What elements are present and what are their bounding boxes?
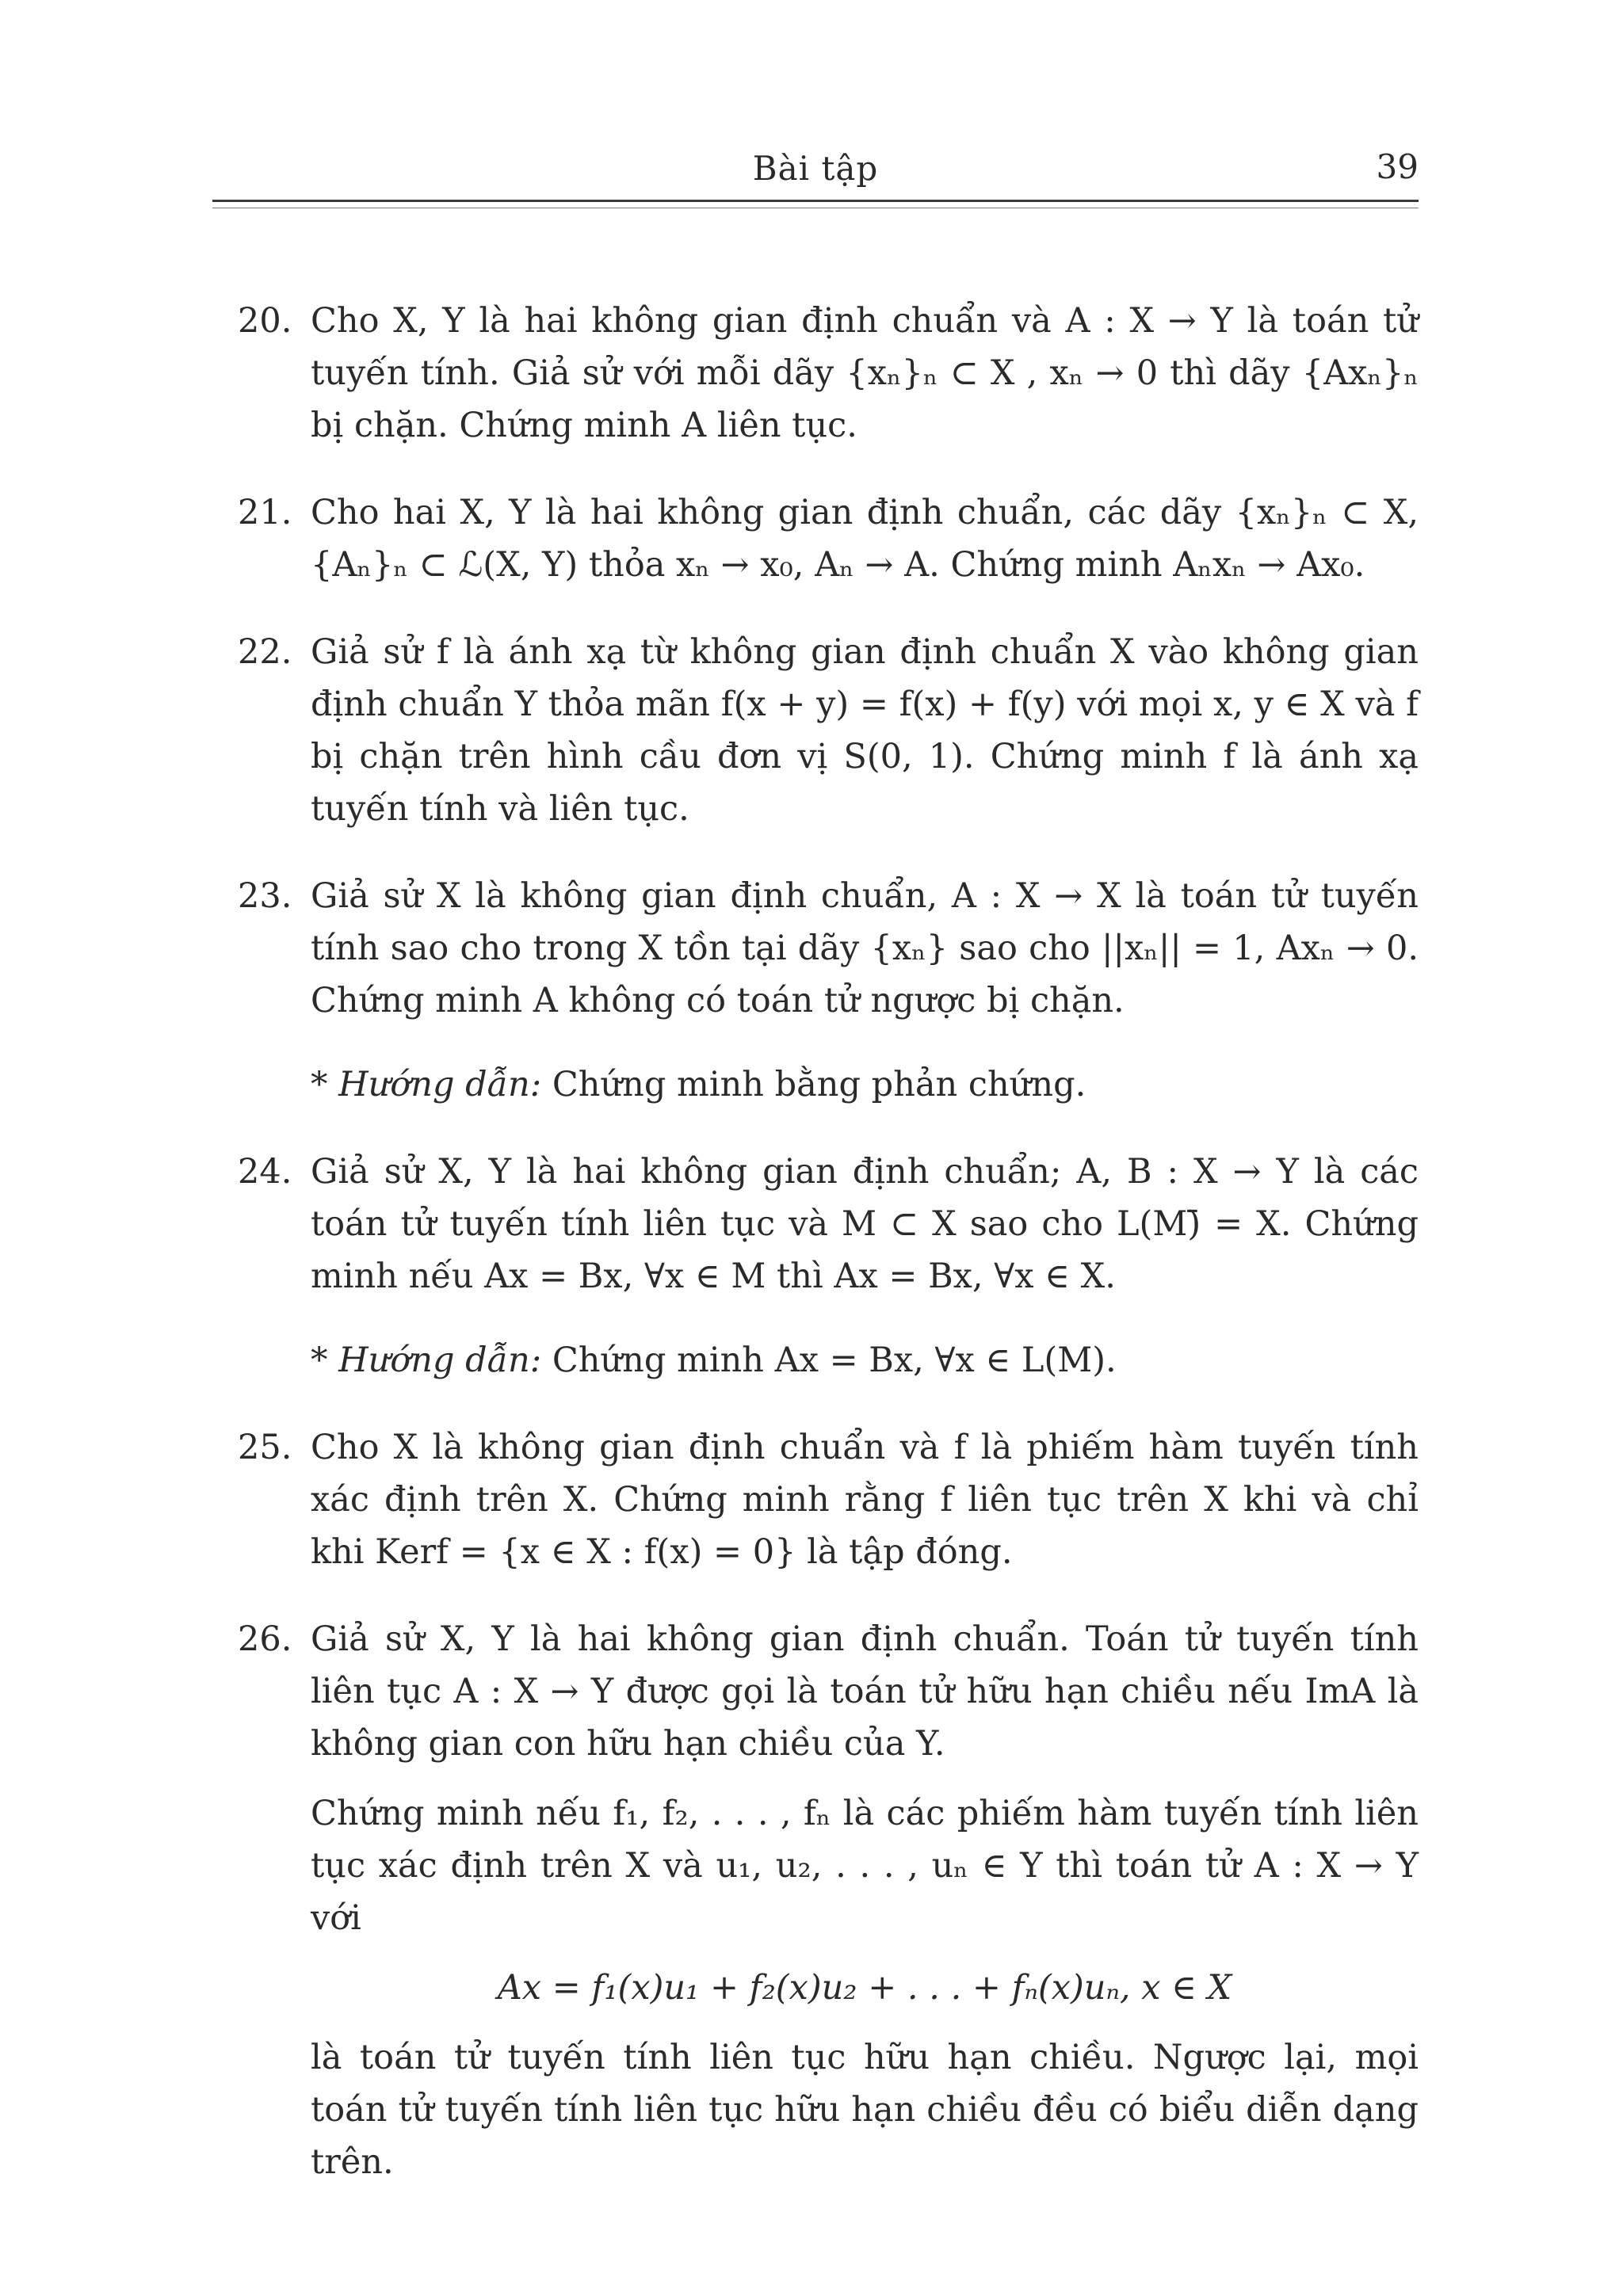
hint-text: Chứng minh bằng phản chứng. [552, 1065, 1086, 1104]
exercise-list [238, 295, 1419, 2223]
exercise-21 [238, 486, 1419, 591]
exercise-number: 25. [238, 1428, 292, 1467]
exercise-paragraph: là toán tử tuyến tính liên tục hữu hạn chiều. Ngược lại, mọi toán tử tuyến tính liên tục hữu hạn chiều đều có biểu diễn dạng trên. [311, 2038, 1419, 2182]
hint-label: Hướng dẫn: [338, 1065, 542, 1104]
exercise-26 [238, 1613, 1419, 2188]
exercise-paragraph: Chứng minh nếu f₁, f₂, . . . , fₙ là các phiếm hàm tuyến tính liên tục xác định trên X và u₁, u₂, . . . , uₙ ∈ Y thì toán tử A : X → Y với [311, 1794, 1419, 1938]
running-head [212, 139, 1419, 195]
exercise-text: Cho hai X, Y là hai không gian định chuẩn, các dãy {xₙ}ₙ ⊂ X, {Aₙ}ₙ ⊂ ℒ(X, Y) thỏa xₙ → x₀, Aₙ → A. Chứng minh Aₙxₙ → Ax₀. [311, 493, 1419, 585]
hint-label: Hướng dẫn: [338, 1341, 542, 1380]
exercise-23 [238, 870, 1419, 1111]
exercise-20 [238, 295, 1419, 452]
exercise-number: 24. [238, 1152, 292, 1192]
exercise-hint: * Hướng dẫn: Chứng minh Ax = Bx, ∀x ∈ L(M). [311, 1341, 1117, 1380]
exercise-number: 26. [238, 1619, 292, 1659]
hint-text: Chứng minh Ax = Bx, ∀x ∈ L(M). [552, 1341, 1117, 1380]
exercise-text: Giả sử f là ánh xạ từ không gian định chuẩn X vào không gian định chuẩn Y thỏa mãn f(x + y) = f(x) + f(y) với mọi x, y ∈ X và f bị chặn trên hình cầu đơn vị S(0, 1). Chứng minh f là ánh xạ tuyến tính và liên tục. [311, 632, 1419, 829]
exercise-text: Giả sử X, Y là hai không gian định chuẩn; A, B : X → Y là các toán tử tuyến tính liên tục và M ⊂ X sao cho L(M)̄ = X. Chứng minh nếu Ax = Bx, ∀x ∈ M thì Ax = Bx, ∀x ∈ X. [311, 1152, 1419, 1296]
exercise-24 [238, 1146, 1419, 1386]
display-formula: Ax = f₁(x)u₁ + f₂(x)u₂ + . . . + fₙ(x)uₙ, x ∈ X [497, 1968, 1232, 2008]
exercise-number: 21. [238, 493, 292, 532]
section-title: Bài tập [752, 149, 879, 188]
exercise-text: Cho X, Y là hai không gian định chuẩn và A : X → Y là toán tử tuyến tính. Giả sử với mỗi dãy {xₙ}ₙ ⊂ X , xₙ → 0 thì dãy {Axₙ}ₙ bị chặn. Chứng minh A liên tục. [311, 301, 1419, 445]
page-number: 39 [1376, 147, 1419, 186]
header-rule-thick [212, 200, 1419, 202]
exercise-number: 23. [238, 876, 292, 916]
exercise-number: 22. [238, 632, 292, 672]
exercise-text: Giả sử X, Y là hai không gian định chuẩn. Toán tử tuyến tính liên tục A : X → Y được gọi là toán tử hữu hạn chiều nếu ImA là không gian con hữu hạn chiều của Y. [311, 1619, 1419, 1764]
exercise-text: Giả sử X là không gian định chuẩn, A : X → X là toán tử tuyến tính sao cho trong X tồn tại dãy {xₙ} sao cho ||xₙ|| = 1, Axₙ → 0. Chứng minh A không có toán tử ngược bị chặn. [311, 876, 1419, 1020]
exercise-22 [238, 626, 1419, 835]
exercise-number: 20. [238, 301, 292, 341]
exercise-hint: * Hướng dẫn: Chứng minh bằng phản chứng. [311, 1065, 1086, 1104]
exercise-text: Cho X là không gian định chuẩn và f là phiếm hàm tuyến tính xác định trên X. Chứng minh rằng f liên tục trên X khi và chỉ khi Kerf = {x ∈ X : f(x) = 0} là tập đóng. [311, 1428, 1419, 1572]
exercise-25 [238, 1421, 1419, 1578]
